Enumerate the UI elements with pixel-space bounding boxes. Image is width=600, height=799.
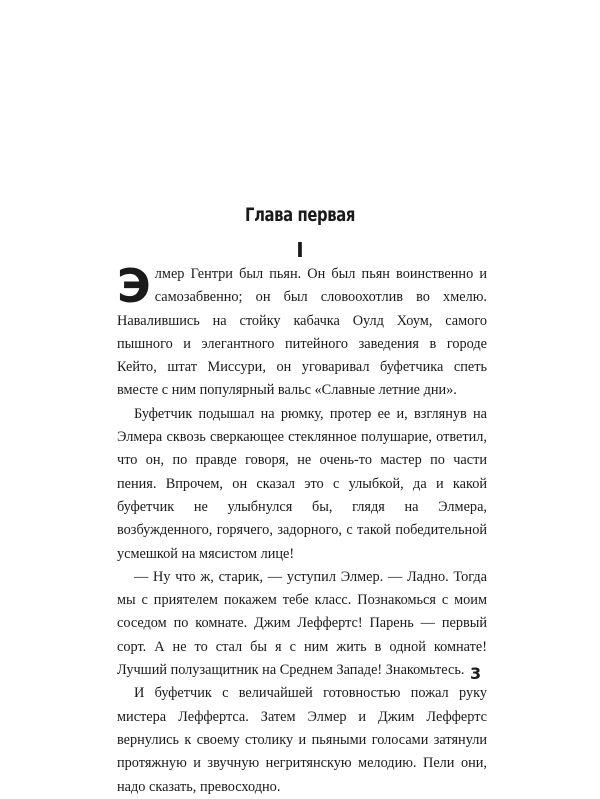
paragraph-1 (117, 259, 487, 403)
paragraph-1-text: лмер Гентри был пьян. Он был пьян воинственно и самозабвенно; он был словоохотлив во хмелю. Навалившись на стойку кабачка Оулд Хоум, самого пышного и элегантного питейного заведения в городе Кейто, штат Миссури, он уговаривал буфетчика спеть вместе с ним популярный вальс «Славные летние дни». (117, 266, 487, 399)
body-text (117, 259, 487, 799)
paragraph-2: Буфетчик подышал на рюмку, протер ее и, взглянув на Элмера сквозь сверкающее стеклянное полушарие, ответил, что он, по правде говоря, не очень-то мастер по части пения. Впрочем, он сказал это с улыбкой, да и какой буфетчик не улыбнулся бы, глядя на Элмера, возбужденного, горячего, задорного, с такой победительной усмешкой на мясистом лице! (117, 405, 487, 562)
paragraph-4: И буфетчик с величайшей готовностью пожал руку мистера Леффертса. Затем Элмер и Джим Леффертс вернулись к своему столику и пьяными голосами затянули протяжную и звучную негритянскую мелодию. Пели они, надо сказать, превосходно. (117, 685, 487, 795)
paragraph-3: — Ну что ж, старик, — уступил Элмер. — Ладно. Тогда мы с приятелем покажем тебе класс. Познакомься с моим соседом по комнате. Джим Леффертс! Парень — первый сорт. А не то стал бы я с ним жить в одной комнате! Лучший полузащитник на Среднем Западе! Знакомьтесь. (117, 568, 487, 679)
section-number: I (296, 238, 304, 262)
chapter-title: Глава первая (245, 204, 355, 226)
drop-cap: Э (117, 259, 151, 313)
page-number: 3 (470, 664, 482, 683)
